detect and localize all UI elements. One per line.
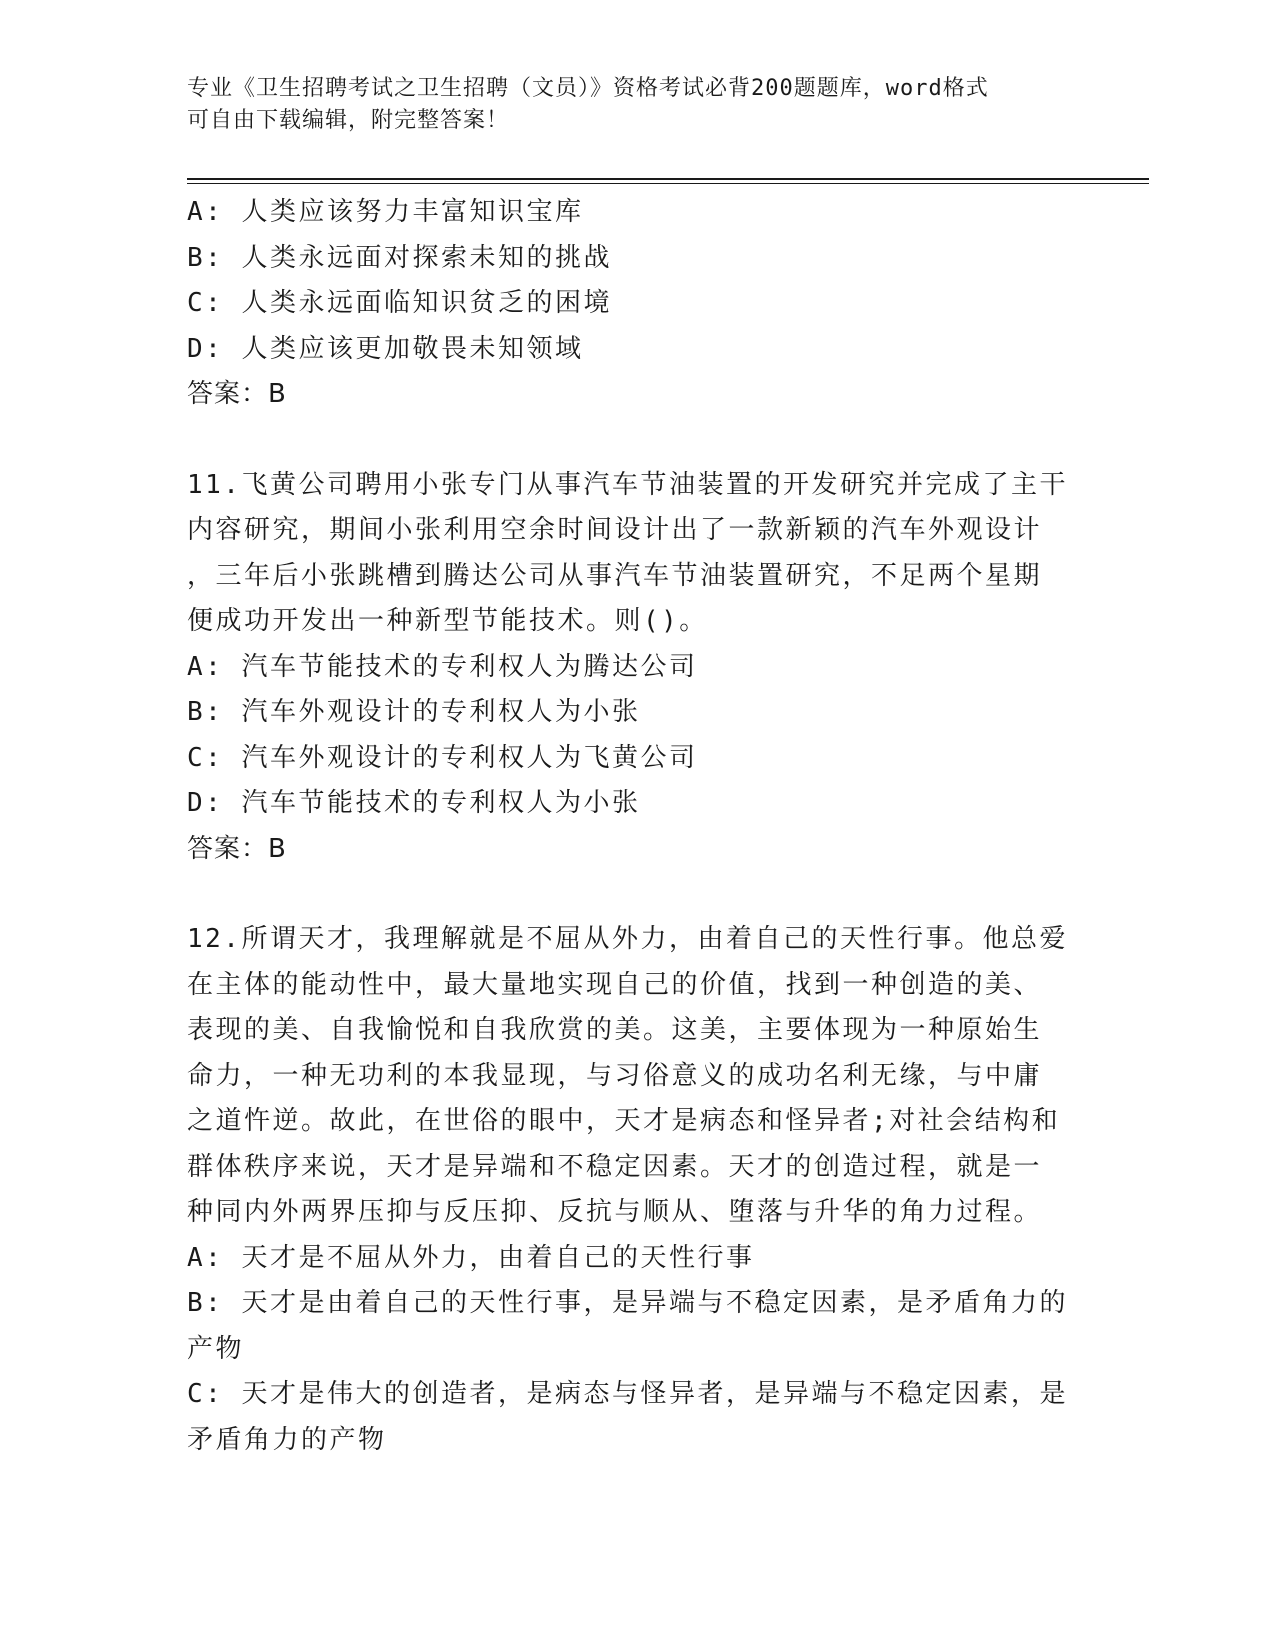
spacer bbox=[187, 872, 1087, 917]
q11-option-d: D: 汽车节能技术的专利权人为小张 bbox=[187, 788, 641, 818]
q12-option-b: B: 天才是由着自己的天性行事，是异端与不稳定因素，是矛盾角力的 bbox=[187, 1288, 1068, 1318]
q12-stem-line: 命力，一种无功利的本我显现，与习俗意义的成功名利无缘，与中庸 bbox=[187, 1060, 1043, 1091]
question-12 bbox=[187, 917, 1087, 1463]
q10-option-a: A: 人类应该努力丰富知识宝库 bbox=[187, 197, 584, 227]
question-10 bbox=[187, 190, 1087, 418]
q10-option-c: C: 人类永远面临知识贫乏的困境 bbox=[187, 288, 612, 318]
q12-stem-line: 种同内外两界压抑与反压抑、反抗与顺从、堕落与升华的角力过程。 bbox=[187, 1197, 1043, 1227]
q10-option-d: D: 人类应该更加敬畏未知领域 bbox=[187, 333, 584, 364]
q12-option-c-cont: 矛盾角力的产物 bbox=[187, 1424, 387, 1455]
q12-stem-line: 群体秩序来说，天才是异端和不稳定因素。天才的创造过程，就是一 bbox=[187, 1151, 1043, 1182]
q12-stem-line: 表现的美、自我愉悦和自我欣赏的美。这美，主要体现为一种原始生 bbox=[187, 1015, 1043, 1045]
q10-answer: 答案：B bbox=[187, 379, 287, 409]
q12-option-b-cont: 产物 bbox=[187, 1333, 245, 1364]
q11-option-b: B: 汽车外观设计的专利权人为小张 bbox=[187, 697, 641, 727]
q12-option-a: A: 天才是不屈从外力，由着自己的天性行事 bbox=[187, 1242, 755, 1273]
q11-option-c: C: 汽车外观设计的专利权人为飞黄公司 bbox=[187, 742, 698, 773]
header-line-1: 专业《卫生招聘考试之卫生招聘（文员）》资格考试必背200题题库，word格式 bbox=[187, 76, 989, 101]
q11-stem-line: ，三年后小张跳槽到腾达公司从事汽车节油装置研究，不足两个星期 bbox=[187, 560, 1043, 591]
header-divider-thick bbox=[187, 178, 1149, 180]
document-body bbox=[187, 190, 1087, 1463]
q12-option-c: C: 天才是伟大的创造者，是病态与怪异者，是异端与不稳定因素，是 bbox=[187, 1379, 1068, 1409]
header-divider-thin bbox=[187, 183, 1149, 184]
q10-option-b: B: 人类永远面对探索未知的挑战 bbox=[187, 242, 612, 273]
q11-stem-line: 内容研究，期间小张利用空余时间设计出了一款新颖的汽车外观设计 bbox=[187, 515, 1043, 545]
q11-stem-line: 11.飞黄公司聘用小张专门从事汽车节油装置的开发研究并完成了主干 bbox=[187, 469, 1068, 500]
q12-stem-line: 在主体的能动性中，最大量地实现自己的价值，找到一种创造的美、 bbox=[187, 969, 1043, 1000]
document-header bbox=[187, 73, 1087, 137]
question-11 bbox=[187, 463, 1087, 873]
header-line-2: 可自由下载编辑，附完整答案！ bbox=[187, 108, 510, 133]
q11-stem-line: 便成功开发出一种新型节能技术。则()。 bbox=[187, 606, 708, 636]
q11-option-a: A: 汽车节能技术的专利权人为腾达公司 bbox=[187, 651, 698, 682]
spacer bbox=[187, 418, 1087, 463]
q12-stem-line: 12.所谓天才，我理解就是不屈从外力，由着自己的天性行事。他总爱 bbox=[187, 924, 1068, 954]
q11-answer: 答案：B bbox=[187, 833, 287, 864]
q12-stem-line: 之道忤逆。故此，在世俗的眼中，天才是病态和怪异者;对社会结构和 bbox=[187, 1106, 1061, 1136]
